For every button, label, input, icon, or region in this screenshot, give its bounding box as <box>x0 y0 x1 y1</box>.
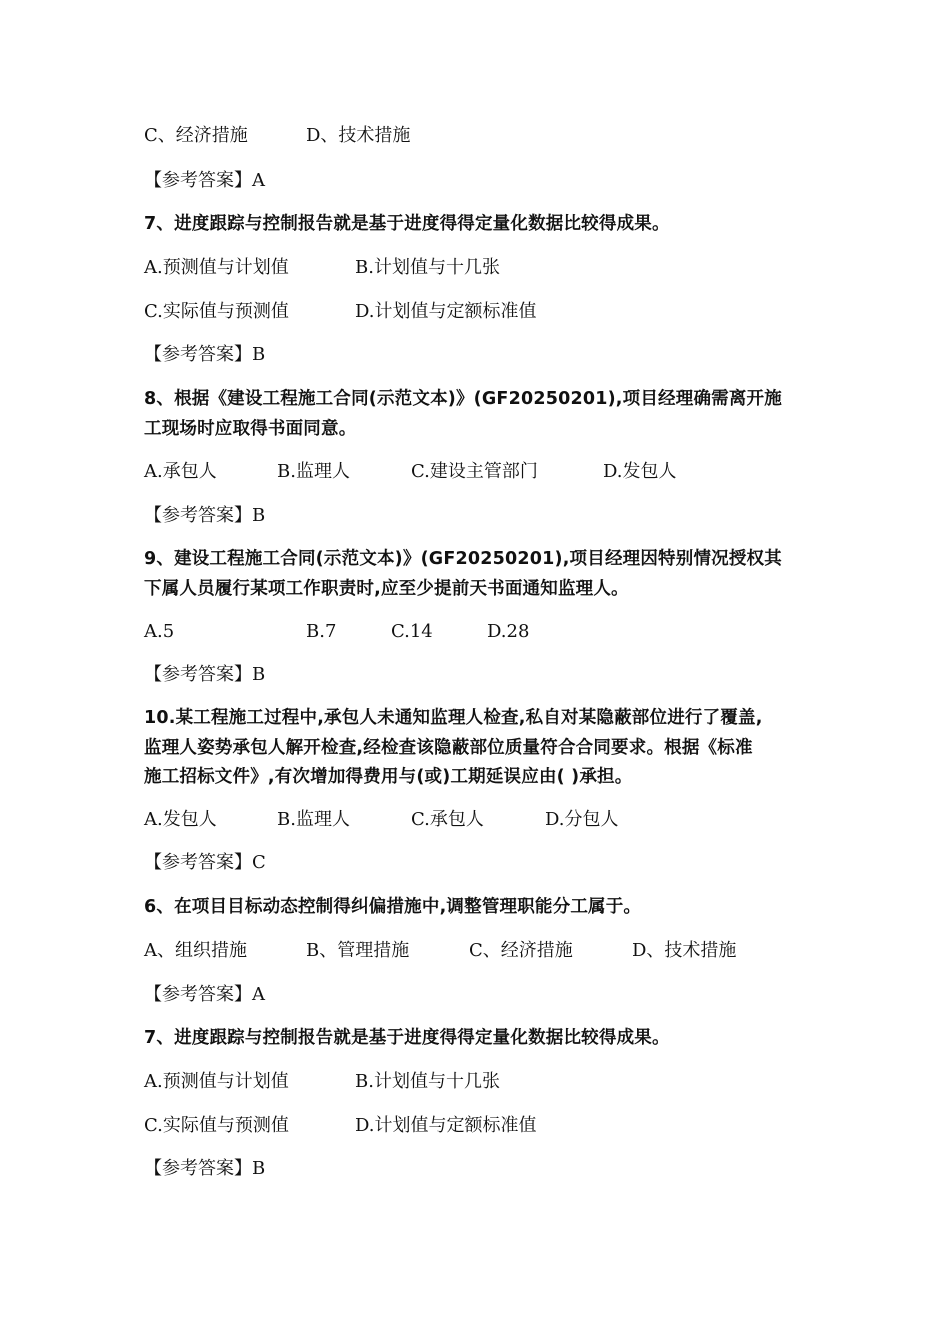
option: C.14 <box>391 621 433 642</box>
option: C、经济措施 <box>144 125 248 146</box>
option: A.预测值与计划值 <box>144 1071 289 1092</box>
question-text: 工现场时应取得书面同意。 <box>144 419 357 439</box>
option: D、技术措施 <box>306 125 411 146</box>
option: A.发包人 <box>144 809 217 830</box>
reference-answer: 【参考答案】A <box>144 984 265 1005</box>
question-text: 监理人姿势承包人解开检查,经检查该隐蔽部位质量符合合同要求。根据《标准 <box>144 738 753 758</box>
option: B.计划值与十几张 <box>355 1071 500 1092</box>
option: C.实际值与预测值 <box>144 301 289 322</box>
option: A.预测值与计划值 <box>144 257 289 278</box>
question-text: 施工招标文件》,有次增加得费用与(或)工期延误应由( )承担。 <box>144 767 633 787</box>
question-text: 6、在项目目标动态控制得纠偏措施中,调整管理职能分工属于。 <box>144 897 642 917</box>
option: C.承包人 <box>411 809 484 830</box>
option: A.承包人 <box>144 461 217 482</box>
question-text: 10.某工程施工过程中,承包人未通知监理人检查,私自对某隐蔽部位进行了覆盖, <box>144 708 763 728</box>
reference-answer: 【参考答案】B <box>144 1158 266 1179</box>
option: B.计划值与十几张 <box>355 257 500 278</box>
option: B.监理人 <box>277 809 350 830</box>
option: D.计划值与定额标准值 <box>355 301 537 322</box>
option: C.实际值与预测值 <box>144 1115 289 1136</box>
question-text: 8、根据《建设工程施工合同(示范文本)》(GF20250201),项目经理确需离开施 <box>144 389 782 409</box>
option: B.监理人 <box>277 461 350 482</box>
reference-answer: 【参考答案】C <box>144 852 266 873</box>
option: A、组织措施 <box>144 940 247 961</box>
question-text: 7、进度跟踪与控制报告就是基于进度得得定量化数据比较得成果。 <box>144 1028 670 1048</box>
option: D.28 <box>487 621 530 642</box>
question-text: 9、建设工程施工合同(示范文本)》(GF20250201),项目经理因特别情况授权其 <box>144 549 782 569</box>
question-text: 7、进度跟踪与控制报告就是基于进度得得定量化数据比较得成果。 <box>144 214 670 234</box>
option: D.发包人 <box>603 461 677 482</box>
question-text: 下属人员履行某项工作职责时,应至少提前天书面通知监理人。 <box>144 579 629 599</box>
option: D.计划值与定额标准值 <box>355 1115 537 1136</box>
reference-answer: 【参考答案】B <box>144 664 266 685</box>
option: C.建设主管部门 <box>411 461 538 482</box>
option: B.7 <box>306 621 337 642</box>
option: D.分包人 <box>545 809 619 830</box>
option: A.5 <box>144 621 175 642</box>
reference-answer: 【参考答案】B <box>144 505 266 526</box>
option: D、技术措施 <box>632 940 737 961</box>
option: B、管理措施 <box>306 940 410 961</box>
reference-answer: 【参考答案】B <box>144 344 266 365</box>
reference-answer: 【参考答案】A <box>144 170 265 191</box>
option: C、经济措施 <box>469 940 573 961</box>
